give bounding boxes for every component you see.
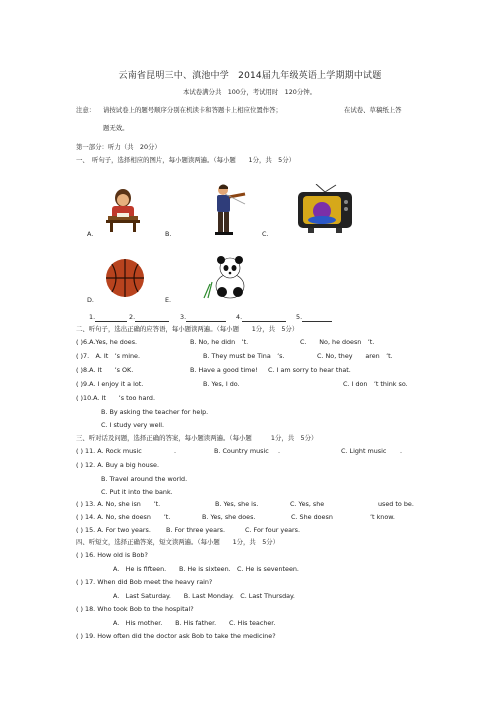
q16-stem: ( ) 16. How old is Bob? — [76, 551, 148, 559]
q13-option-b: B. Yes, she is. — [215, 500, 259, 508]
note-text: 请按试卷上的题号顺序分别在机读卡和答题卡上相应位置作答； — [103, 106, 282, 114]
image-label-b: B. — [165, 230, 172, 238]
q12-stem: ( ) 12. A. Buy a big house. — [76, 461, 159, 469]
q7-stem: ( )7. A. It ’s mine. — [76, 352, 141, 360]
q12-option-b: B. Travel around the world. — [101, 475, 188, 483]
paper-title: 云南省昆明三中、滇池中学 2014届九年级英语上学期期中试题 — [118, 71, 382, 81]
note-tail2: 题无效。 — [103, 124, 129, 132]
q14-tail: ’t know. — [370, 513, 395, 521]
q11-option-c: C. Light music — [341, 447, 387, 455]
note-tail: 在试卷、草稿纸上答 — [344, 106, 402, 114]
panda-image — [200, 254, 252, 302]
image-label-e: E. — [165, 296, 172, 304]
q7-option-c: C. No, they aren ’t. — [317, 352, 393, 360]
q18-options: A. His mother. B. His father. C. His teacher. — [113, 619, 276, 627]
q11-option-b: B. Country music — [214, 447, 269, 455]
q11-stem: ( ) 11. A. Rock music — [76, 447, 142, 455]
image-label-a: A. — [87, 230, 94, 238]
q17-stem: ( ) 17. When did Bob meet the heavy rain? — [76, 578, 213, 586]
answer-blank-5[interactable]: 5. — [296, 313, 332, 322]
q11-end: . — [400, 447, 403, 455]
image-label-c: C. — [262, 230, 269, 238]
violin-player-image — [203, 182, 249, 238]
q14-stem: ( ) 14. A. No, she doesn ’t. — [76, 513, 171, 521]
q15-stem: ( ) 15. A. For two years. — [76, 526, 151, 534]
q9-option-c: C. I don ’t think so. — [343, 380, 408, 388]
q16-options: A. He is fifteen. B. He is sixteen. C. He is seventeen. — [113, 565, 299, 573]
q10-option-b: B. By asking the teacher for help. — [101, 408, 209, 416]
basketball-image — [104, 257, 146, 299]
q8-option-b: B. Have a good time! — [190, 366, 258, 374]
q15-option-b: B. For three years. — [166, 526, 226, 534]
section2-heading: 二、听句子，选出正确的应答语，每小题读两遍。（每小题 1分，共 5分） — [76, 325, 299, 333]
q10-stem: ( )10.A. It ’s too hard. — [76, 394, 155, 402]
q12-option-c: C. Put it into the bank. — [101, 488, 173, 496]
section3-heading: 三、听对话及问题，选择正确的答案，每小题读两遍。（每小题 1分，共 5分） — [76, 434, 318, 442]
image-label-d: D. — [87, 296, 94, 304]
q6-option-b: B. No, he didn ’t. — [190, 338, 249, 346]
q8-option-c: C. I am sorry to hear that. — [268, 366, 351, 374]
q6-stem: ( )6.A.Yes, he does. — [76, 338, 138, 346]
part1-heading: 第一部分：听力（共 20分） — [76, 143, 161, 151]
q19-stem: ( ) 19. How often did the doctor ask Bob to take the medicine? — [76, 632, 276, 640]
answer-blank-3[interactable]: 3. — [180, 313, 226, 322]
q15-option-c: C. For four years. — [245, 526, 301, 534]
q13-option-c: C. Yes, she — [290, 500, 325, 508]
q6-option-c: C. No, he doesn ’t. — [300, 338, 375, 346]
section1-heading: 一、 听句子，选择相应的图片，每小题读两遍。（每小题 1分，共 5分） — [76, 156, 296, 164]
q7-option-b: B. They must be Tina ’s. — [203, 352, 285, 360]
q14-option-b: B. Yes, she does. — [202, 513, 256, 521]
exam-info: 本试卷满分共 100分，考试用时 120分钟。 — [183, 88, 317, 96]
q13-stem: ( ) 13. A. No, she isn ’t. — [76, 500, 161, 508]
answer-blank-4[interactable]: 4. — [236, 313, 286, 322]
q9-stem: ( )9.A. I enjoy it a lot. — [76, 380, 144, 388]
q8-stem: ( )8.A. It ’s OK. — [76, 366, 134, 374]
q11-sep2: . — [278, 447, 281, 455]
q10-option-c: C. I study very well. — [101, 421, 165, 429]
q11-sep1: . — [174, 447, 177, 455]
note-label: 注意： — [76, 106, 96, 114]
boy-studying-image — [100, 186, 146, 234]
q13-tail: used to be. — [378, 500, 414, 508]
q17-options: A. Last Saturday. B. Last Monday. C. Last Thursday. — [113, 592, 295, 600]
television-image — [294, 184, 356, 236]
answer-blank-2[interactable]: 2. — [129, 313, 169, 322]
answer-blank-1[interactable]: 1. — [89, 313, 127, 322]
section4-heading: 四、听短文，选择正确答案，短文读两遍。（每小题 1分，共 5分） — [76, 538, 280, 546]
q14-option-c: C. She doesn — [291, 513, 333, 521]
q18-stem: ( ) 18. Who took Bob to the hospital? — [76, 605, 194, 613]
q9-option-b: B. Yes, I do. — [203, 380, 240, 388]
